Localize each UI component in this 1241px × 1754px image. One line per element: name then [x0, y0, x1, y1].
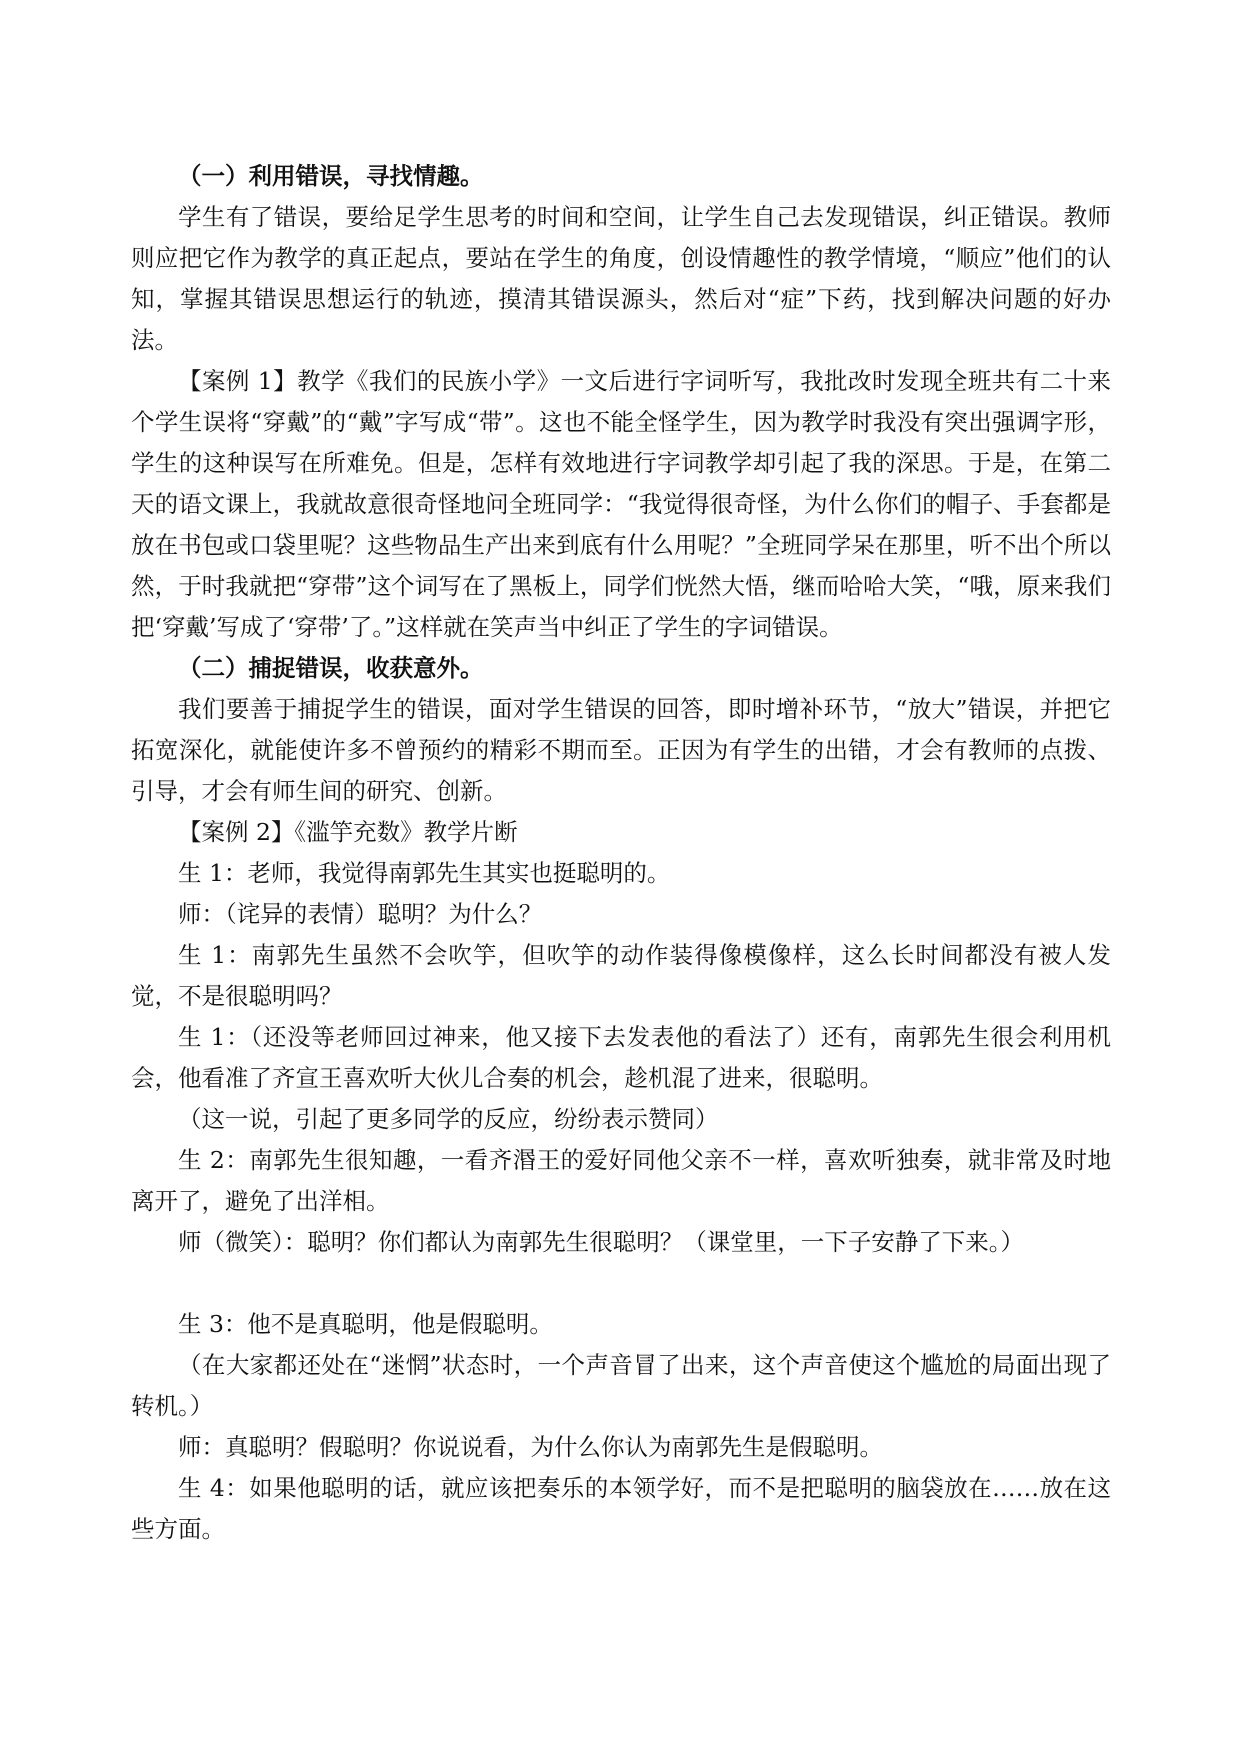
dialogue-line: 生 1：（还没等老师回过神来，他又接下去发表他的看法了）还有，南郭先生很会利用机会，他看准了齐宣王喜欢听大伙儿合奏的机会，趁机混了进来，很聪明。: [131, 1023, 1111, 1092]
case-paragraph-1: 【案例 1】教学《我们的民族小学》一文后进行字词听写，我批改时发现全班共有二十来个学生误将“穿戴”的“戴”字写成“带”。这也不能全怪学生，因为教学时我没有突出强调字形，学生的这种误写在所难免。但是，怎样有效地进行字词教学却引起了我的深思。于是，在第二天的语文课上，我就故意很奇怪地问全班同学：“我觉得很奇怪，为什么你们的帽子、手套都是放在书包或口袋里呢？这些物品生产出来到底有什么用呢？”全班同学呆在那里，听不出个所以然，于时我就把“穿带”这个词写在了黑板上，同学们恍然大悟，继而哈哈大笑，“哦，原来我们把‘穿戴’写成了‘穿带’了。”这样就在笑声当中纠正了学生的字词错误。: [131, 367, 1111, 641]
case-title-2: 【案例 2】《滥竽充数》教学片断: [178, 818, 518, 846]
paragraph: 我们要善于捕捉学生的错误，面对学生错误的回答，即时增补环节，“放大”错误，并把它拓宽深化，就能使许多不曾预约的精彩不期而至。正因为有学生的出错，才会有教师的点拨、引导，才会有师生间的研究、创新。: [131, 695, 1111, 805]
section-heading-1: （一）利用错误，寻找情趣。: [178, 162, 484, 190]
dialogue-line: 生 2：南郭先生很知趣，一看齐湣王的爱好同他父亲不一样，喜欢听独奏，就非常及时地离开了，避免了出洋相。: [131, 1146, 1111, 1215]
stage-note: （这一说，引起了更多同学的反应，纷纷表示赞同）: [178, 1105, 719, 1133]
dialogue-line: 师（微笑）：聪明？你们都认为南郭先生很聪明？（课堂里，一下子安静了下来。）: [178, 1228, 1024, 1256]
blank-line: [131, 1263, 1111, 1304]
section-heading-2: （二）捕捉错误，收获意外。: [178, 654, 484, 682]
dialogue-line: 师：真聪明？假聪明？你说说看，为什么你认为南郭先生是假聪明。: [178, 1433, 883, 1461]
dialogue-line: 生 1：老师，我觉得南郭先生其实也挺聪明的。: [178, 859, 671, 887]
dialogue-line: 师：（诧异的表情）聪明？为什么？: [178, 900, 543, 928]
dialogue-line: 生 4：如果他聪明的话，就应该把奏乐的本领学好，而不是把聪明的脑袋放在……放在这些方面。: [131, 1474, 1111, 1543]
dialogue-line: 生 1：南郭先生虽然不会吹竽，但吹竽的动作装得像模像样，这么长时间都没有被人发觉，不是很聪明吗？: [131, 941, 1111, 1010]
document-body: [131, 156, 1111, 1550]
dialogue-line: 生 3：他不是真聪明，他是假聪明。: [178, 1310, 553, 1338]
paragraph: 学生有了错误，要给足学生思考的时间和空间，让学生自己去发现错误，纠正错误。教师则应把它作为教学的真正起点，要站在学生的角度，创设情趣性的教学情境，“顺应”他们的认知，掌握其错误思想运行的轨迹，摸清其错误源头，然后对“症”下药，找到解决问题的好办法。: [131, 203, 1111, 354]
stage-note: （在大家都还处在“迷惘”状态时，一个声音冒了出来，这个声音使这个尴尬的局面出现了转机。）: [131, 1351, 1111, 1420]
